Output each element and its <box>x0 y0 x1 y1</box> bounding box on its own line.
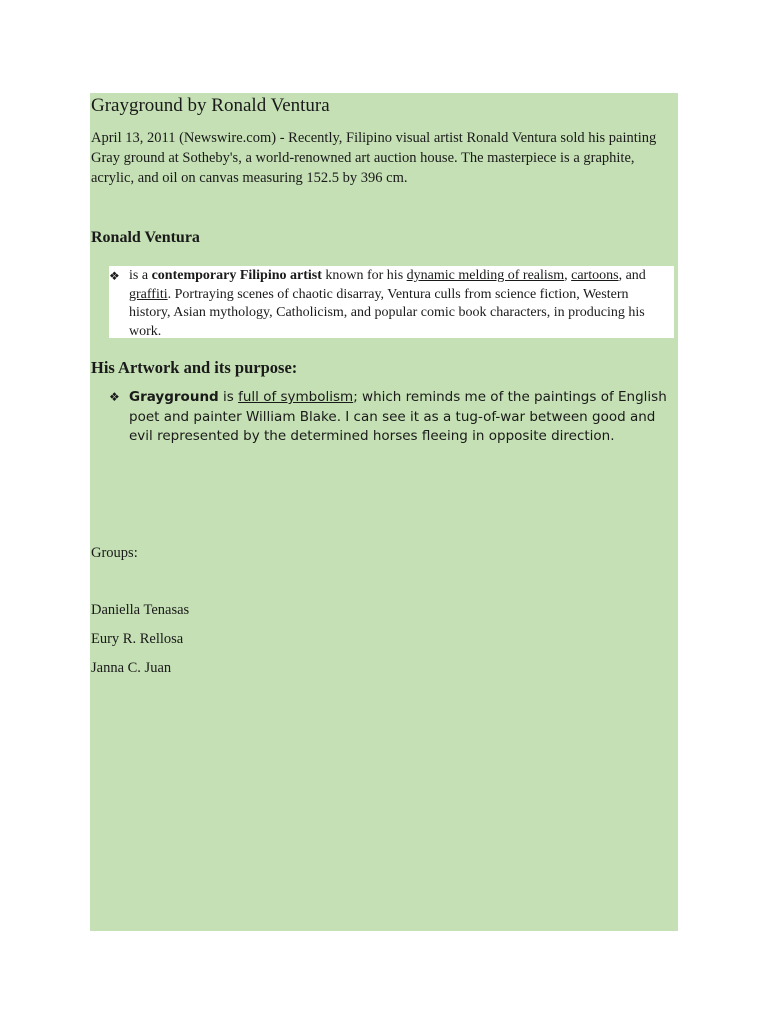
text-fragment: , and <box>618 268 646 283</box>
symbolism-link[interactable]: full of symbolism <box>238 389 354 405</box>
groups-label: Groups: <box>91 545 138 561</box>
document-background <box>90 93 678 931</box>
text-fragment: is a <box>129 268 152 283</box>
group-member: Janna C. Juan <box>91 660 172 676</box>
text-fragment: , <box>564 268 572 283</box>
intro-paragraph: April 13, 2011 (Newswire.com) - Recently, Filipino visual artist Ronald Ventura sold his painting Gray ground at Sotheby's, a world-renowned art auction house. The masterpiece is a graphite, acrylic, and oil on canvas measuring 152.5 by 396 cm. <box>91 130 657 186</box>
group-member: Daniella Tenasas <box>91 602 190 618</box>
graffiti-link[interactable]: graffiti <box>129 286 168 302</box>
cartoons-link[interactable]: cartoons <box>571 268 619 283</box>
artist-bold-phrase: contemporary Filipino artist <box>151 268 322 283</box>
document-title: Grayground by Ronald Ventura <box>91 95 330 116</box>
diamond-bullet-icon: ❖ <box>109 390 120 404</box>
text-fragment: known for his <box>321 268 407 283</box>
artwork-bullet-item <box>109 388 679 447</box>
artwork-bullet-text <box>129 388 679 447</box>
realism-link[interactable]: dynamic melding of realism <box>406 268 565 283</box>
text-fragment: ; which reminds me of the paintings of English poet and painter William Blake. I can see it as a tug-of-war between good and evil represented by the determined horses fleeing in opposite direction. <box>129 389 667 444</box>
artwork-bold-title: Grayground <box>129 389 219 405</box>
artist-bullet-item <box>109 267 669 341</box>
artist-bullet-text <box>129 267 669 341</box>
text-fragment: is <box>218 389 239 405</box>
diamond-bullet-icon: ❖ <box>109 269 120 283</box>
group-member: Eury R. Rellosa <box>91 631 184 647</box>
artwork-heading: His Artwork and its purpose: <box>91 358 298 377</box>
text-fragment: . Portraying scenes of chaotic disarray, Ventura culls from science fiction, Western history, Asian mythology, Catholicism, and popular comic book characters, in producing his work. <box>129 286 645 339</box>
artist-heading: Ronald Ventura <box>91 229 200 246</box>
